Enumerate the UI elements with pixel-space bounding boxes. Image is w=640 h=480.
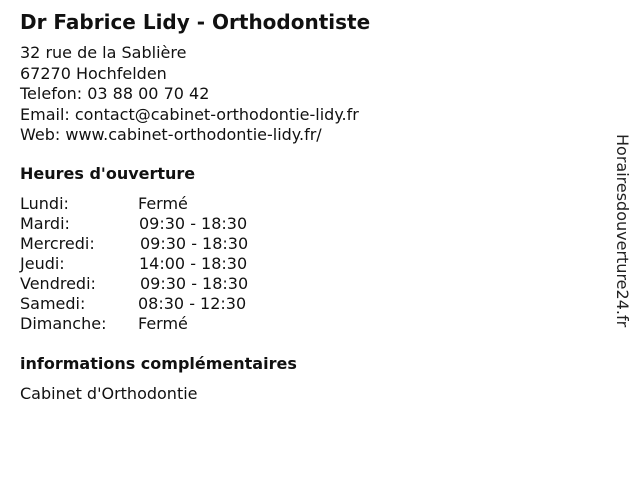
day-label: Mercredi: (20, 234, 95, 253)
time-value: 09:30 - 18:30 (140, 234, 249, 253)
address-street: 32 rue de la Sablière (20, 43, 187, 62)
additional-info-text: Cabinet d'Orthodontie (20, 384, 198, 403)
day-label: Samedi: (20, 294, 86, 313)
additional-info-heading: informations complémentaires (20, 354, 297, 373)
day-label: Lundi: (20, 194, 69, 213)
day-label: Vendredi: (20, 274, 96, 293)
contact-block (20, 43, 359, 146)
day-label: Jeudi: (20, 254, 65, 273)
time-value: 09:30 - 18:30 (140, 274, 249, 293)
email-text: Email: contact@cabinet-orthodontie-lidy.fr (20, 104, 359, 124)
phone-text: Telefon: 03 88 00 70 42 (20, 84, 210, 103)
day-label: Mardi: (20, 214, 70, 233)
page-title: Dr Fabrice Lidy - Orthodontiste (20, 10, 371, 34)
day-label: Dimanche: (20, 314, 107, 333)
time-value: 09:30 - 18:30 (139, 214, 248, 233)
site-watermark: Horairesdouverture24.fr (613, 134, 632, 328)
time-value: Fermé (138, 314, 188, 333)
time-value: 14:00 - 18:30 (139, 254, 248, 273)
address-city: 67270 Hochfelden (20, 63, 167, 83)
time-value: Fermé (138, 194, 188, 213)
opening-hours-heading: Heures d'ouverture (20, 164, 196, 183)
website-text: Web: www.cabinet-orthodontie-lidy.fr/ (20, 125, 322, 144)
time-value: 08:30 - 12:30 (138, 294, 247, 313)
